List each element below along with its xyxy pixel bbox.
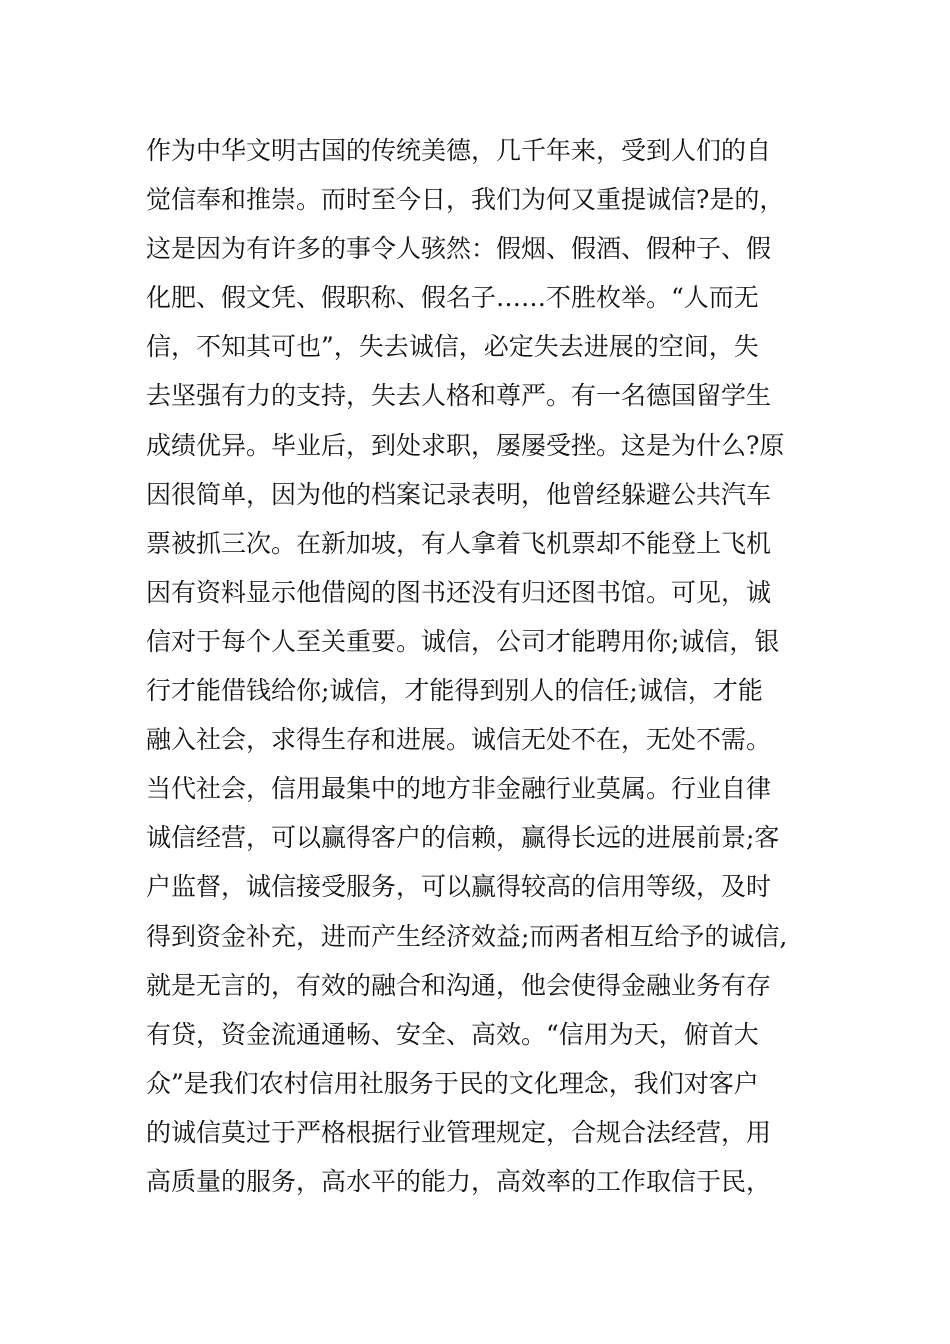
text-line: 的诚信莫过于严格根据行业管理规定，合规合法经营，用 <box>146 1117 772 1147</box>
text-line: 行才能借钱给你;诚信，才能得到别人的信任;诚信，才能 <box>146 676 763 706</box>
text-line: 融入社会，求得生存和进展。诚信无处不在，无处不需。 <box>146 725 772 755</box>
text-line: 信，不知其可也”，失去诚信，必定失去进展的空间，失 <box>146 332 759 362</box>
text-line: 户监督，诚信接受服务，可以赢得较高的信用等级，及时 <box>146 872 772 902</box>
text-line: 当代社会，信用最集中的地方非金融行业莫属。行业自律 <box>146 774 772 804</box>
text-line: 化肥、假文凭、假职称、假名子……不胜枚举。“人而无 <box>146 283 759 313</box>
text-line: 作为中华文明古国的传统美德，几千年来，受到人们的自 <box>146 136 772 165</box>
text-line: 成绩优异。毕业后，到处求职，屡屡受挫。这是为什么?原 <box>146 430 785 460</box>
text-line: 高质量的服务，高水平的能力，高效率的工作取信于民， <box>146 1166 772 1196</box>
text-line: 票被抓三次。在新加坡，有人拿着飞机票却不能登上飞机 <box>146 528 772 558</box>
text-line: 因很简单，因为他的档案记录表明，他曾经躲避公共汽车 <box>146 479 772 509</box>
text-line: 众”是我们农村信用社服务于民的文化理念，我们对客户 <box>146 1068 759 1098</box>
body-text <box>146 126 836 1206</box>
text-line: 这是因为有许多的事令人骇然：假烟、假酒、假种子、假 <box>146 234 772 264</box>
text-line: 因有资料显示他借阅的图书还没有归还图书馆。可见，诚 <box>146 577 772 607</box>
text-line: 得到资金补充，进而产生经济效益;而两者相互给予的诚信, <box>146 921 788 951</box>
text-line: 信对于每个人至关重要。诚信，公司才能聘用你;诚信，银 <box>146 626 780 656</box>
text-line: 觉信奉和推崇。而时至今日，我们为何又重提诚信?是的， <box>146 185 785 215</box>
text-line: 就是无言的，有效的融合和沟通，他会使得金融业务有存 <box>146 970 772 1000</box>
text-line: 去坚强有力的支持，失去人格和尊严。有一名德国留学生 <box>146 381 772 411</box>
text-line: 有贷，资金流通通畅、安全、高效。“信用为天，俯首大 <box>146 1019 759 1049</box>
text-line: 诚信经营，可以赢得客户的信赖，赢得长远的进展前景;客 <box>146 823 780 853</box>
